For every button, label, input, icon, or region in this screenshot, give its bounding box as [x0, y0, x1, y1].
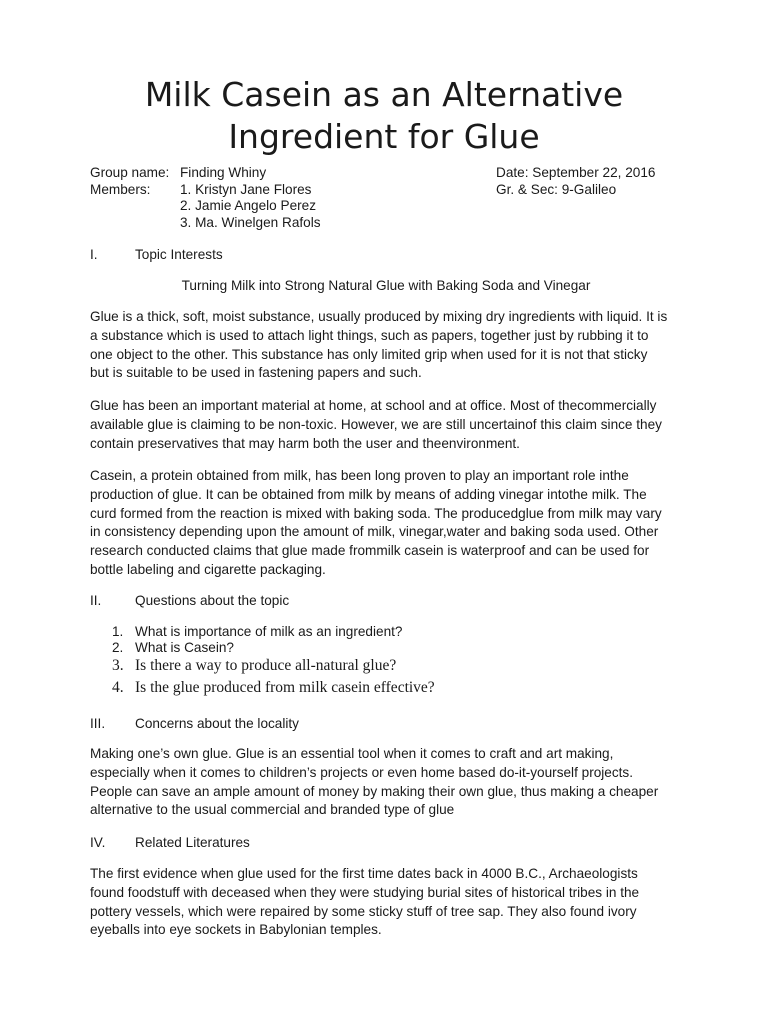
- date-text: Date: September 22, 2016: [496, 165, 656, 180]
- list-item: [90, 624, 435, 640]
- section-title: Concerns about the locality: [135, 716, 299, 731]
- group-label: Group name:: [90, 165, 170, 180]
- list-item-text: Is there a way to produce all-natural glue?: [135, 657, 397, 674]
- section-title: Questions about the topic: [135, 593, 290, 608]
- paragraph-line: available glue is claiming to be non-toxic. However, we are still uncertainof this claim since they: [90, 416, 662, 432]
- paragraph-line: in consistency depending upon the amount of milk, vinegar,water and baking soda used. Other: [90, 524, 659, 540]
- group-value: Finding Whiny: [180, 165, 267, 180]
- member-item: 3. Ma. Winelgen Rafols: [180, 214, 321, 230]
- paragraph: [90, 467, 682, 580]
- member-item: 1. Kristyn Jane Flores: [180, 181, 312, 197]
- list-item: [90, 640, 435, 656]
- paragraph-line: Glue is a thick, soft, moist substance, usually produced by mixing dry ingredients with liquid. It is: [90, 309, 668, 324]
- section-heading: [90, 715, 299, 732]
- section-number: I.: [90, 247, 98, 262]
- paragraph: [90, 397, 682, 453]
- member-item: 2. Jamie Angelo Perez: [180, 198, 317, 213]
- list-item: [90, 655, 435, 677]
- paragraph-line: one object to the other. This substance has only limited grip when used for it is not that sticky: [90, 346, 648, 362]
- paragraph-line: Glue has been an important material at home, at school and at office. Most of thecommercially: [90, 398, 657, 413]
- section-number: III.: [90, 716, 106, 731]
- list-number: 4.: [112, 678, 124, 696]
- section-title: Related Literatures: [135, 835, 250, 850]
- paragraph: [90, 308, 682, 383]
- document-title: [60, 74, 708, 158]
- paragraph-line: curd formed from the reaction is mixed with baking soda. The producedglue from milk may vary: [90, 505, 662, 521]
- list-item-text: What is Casein?: [135, 639, 234, 655]
- list-number: 1.: [112, 624, 124, 639]
- title-line-1: Milk Casein as an Alternative: [144, 75, 624, 114]
- paragraph-line: production of glue. It can be obtained from milk by means of adding vinegar intothe milk. The: [90, 486, 647, 502]
- paragraph-line: bottle labeling and cigarette packaging.: [90, 561, 326, 577]
- list-number: 3.: [112, 657, 124, 674]
- paragraph-line: Making one’s own glue. Glue is an essential tool when it comes to craft and art making,: [90, 746, 614, 761]
- paragraph-line: especially when it comes to children’s projects or even home based do-it-yourself projects.: [90, 764, 634, 780]
- list-item-text: What is importance of milk as an ingredient?: [135, 624, 403, 639]
- section-heading: [90, 834, 250, 851]
- paragraph-line: Casein, a protein obtained from milk, has been long proven to play an important role inthe: [90, 468, 629, 483]
- paragraph: [90, 745, 682, 820]
- paragraph-line: a substance which is used to attach light things, such as papers, together just by rubbing it to: [90, 327, 649, 343]
- topic-subtitle: Turning Milk into Strong Natural Glue with Baking Soda and Vinegar: [181, 278, 591, 293]
- list-item-text: Is the glue produced from milk casein effective?: [135, 678, 435, 696]
- paragraph-line: eyeballs into eye sockets in Babylonian temples.: [90, 922, 382, 938]
- grade-section-text: Gr. & Sec: 9-Galileo: [496, 181, 617, 197]
- title-line-2: Ingredient for Glue: [228, 117, 540, 156]
- paragraph-line: People can save an ample amount of money by making their own glue, thus making a cheaper: [90, 783, 659, 799]
- members-label: Members:: [90, 181, 151, 197]
- paragraph-line: pottery vessels, which were repaired by some sticky stuff of tree sap. They also found ivory: [90, 903, 637, 919]
- section-title: Topic Interests: [135, 247, 223, 262]
- paragraph-line: found foodstuff with deceased when they were studying burial sites of historical tribes in the: [90, 884, 640, 900]
- paragraph-line: research conducted claims that glue made frommilk casein is waterproof and can be used for: [90, 543, 650, 559]
- paragraph-line: The first evidence when glue used for the first time dates back in 4000 B.C., Archaeologists: [90, 866, 638, 881]
- section-number: II.: [90, 593, 102, 608]
- list-item: [90, 677, 435, 699]
- paragraph-line: alternative to the usual commercial and branded type of glue: [90, 802, 455, 818]
- section-number: IV.: [90, 835, 106, 850]
- list-number: 2.: [112, 639, 124, 655]
- section-heading: [90, 246, 223, 263]
- paragraph: [90, 865, 682, 940]
- paragraph-line: contain preservatives that may harm both the user and theenvironment.: [90, 435, 520, 451]
- section-heading: [90, 592, 289, 609]
- paragraph-line: but is suitable to be used in fastening papers and such.: [90, 365, 422, 381]
- questions-list: [90, 624, 435, 698]
